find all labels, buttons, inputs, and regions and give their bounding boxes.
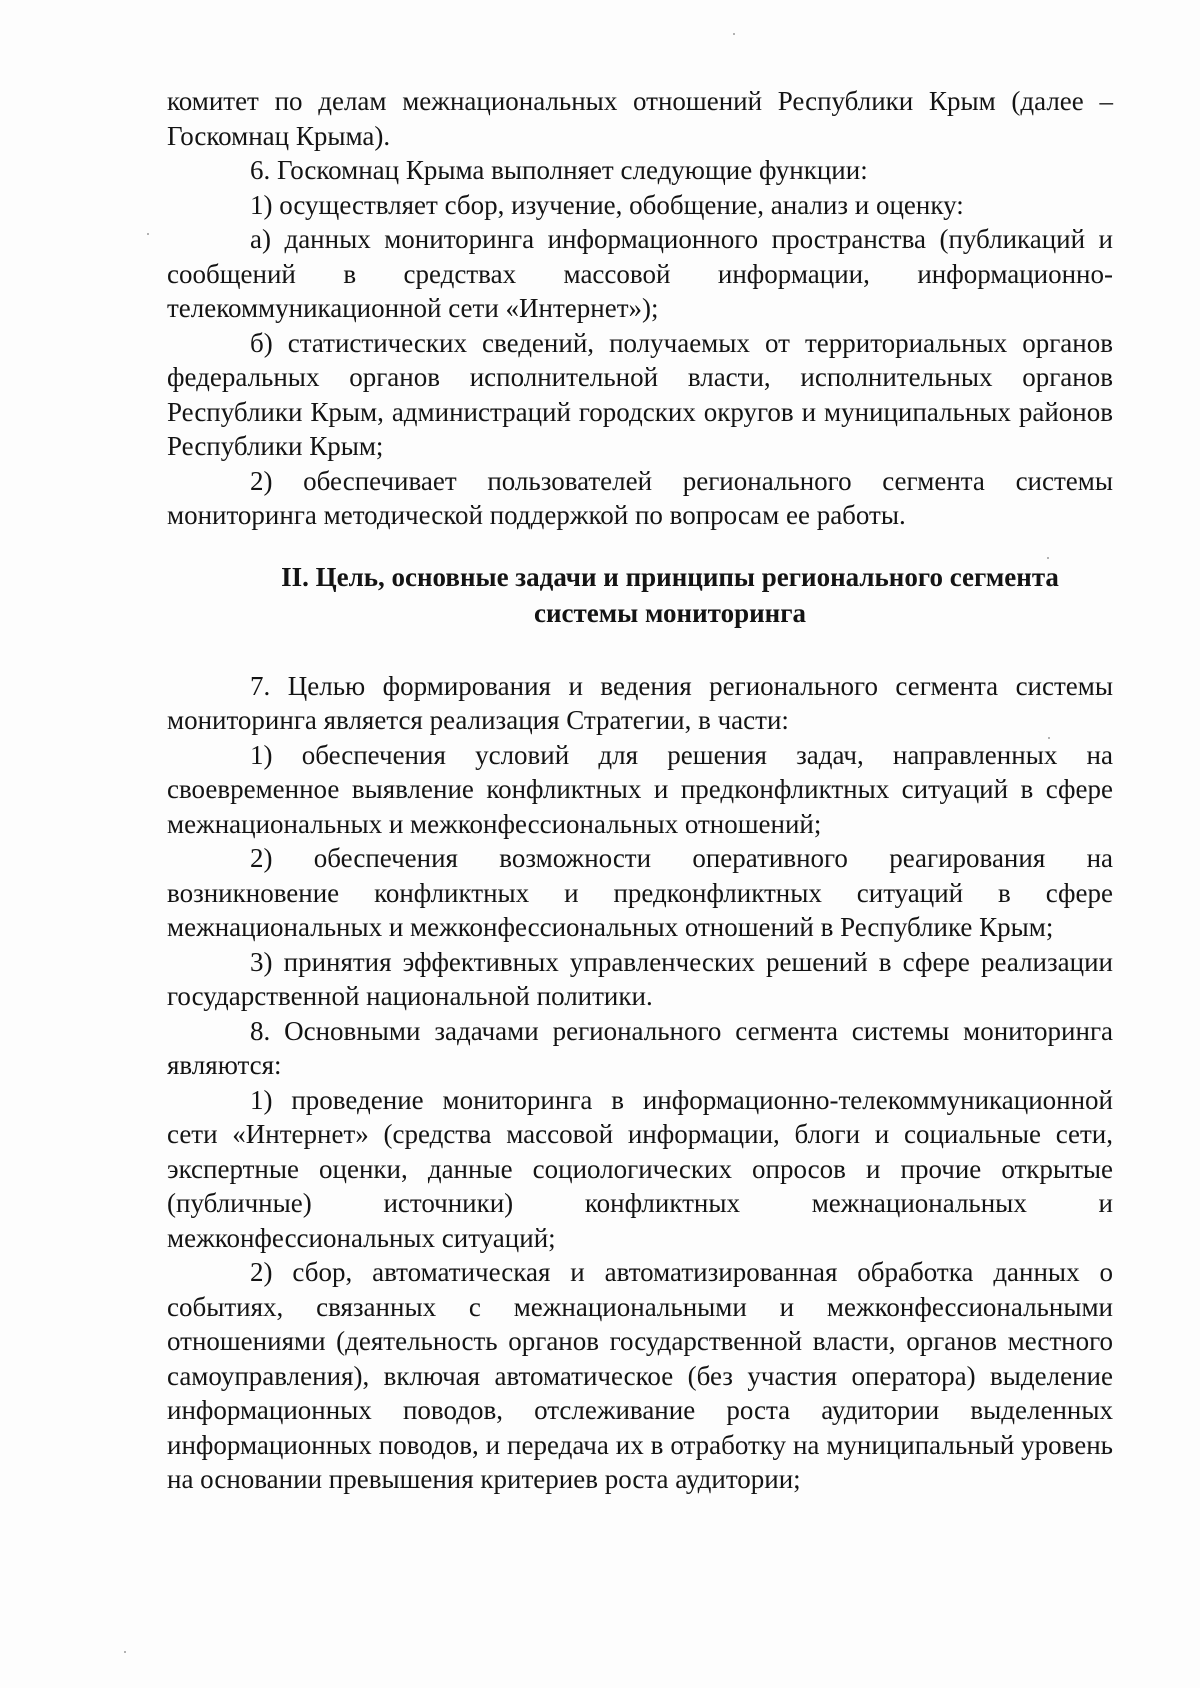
scan-speck — [124, 1651, 126, 1653]
paragraph-7-item-2: 2) обеспечения возможности оперативного реагирования на возникновение конфликтных и предконфликтных ситуаций в сфере межнациональных и межконфессиональных отношений в Республике Крым; — [167, 843, 1113, 942]
paragraph-6-item-2: 2) обеспечивает пользователей регионального сегмента системы мониторинга методической поддержкой по вопросам ее работы. — [167, 465, 1113, 530]
paragraph-7: 7. Целью формирования и ведения регионального сегмента системы мониторинга является реализация Стратегии, в части: — [167, 670, 1113, 735]
paragraph-intro: комитет по делам межнациональных отношений Республики Крым (далее – Госкомнац Крыма). — [167, 86, 1113, 151]
section-heading: II. Цель, основные задачи и принципы регионального сегмента системы мониторинга — [281, 561, 1059, 628]
scan-speck — [733, 33, 735, 35]
paragraph-8-item-1: 1) проведение мониторинга в информационно-телекоммуникационной сети «Интернет» (средства массовой информации, блоги и социальные сети, экспертные оценки, данные социологических опросов и прочие открытые (публичные) источники) конфликтных межнациональных и межконфессиональных ситуаций; — [167, 1084, 1113, 1253]
paragraph-8-item-2: 2) сбор, автоматическая и автоматизированная обработка данных о событиях, связанных с межнациональными и межконфессиональными отношениями (деятельность органов государственной власти, органов местного самоуправления), включая автоматическое (без участия оператора) выделение информационных поводов, отслеживание роста аудитории выделенных информационных поводов, и передача их в отработку на муниципальный уровень на основании превышения критериев роста аудитории; — [167, 1257, 1113, 1494]
document-body — [167, 84, 1113, 1497]
paragraph-6-item-1a: а) данных мониторинга информационного пространства (публикаций и сообщений в средствах массовой информации, информационно-телекоммуникационной сети «Интернет»); — [167, 224, 1113, 323]
scan-speck — [147, 233, 149, 235]
paragraph-8: 8. Основными задачами регионального сегмента системы мониторинга являются: — [167, 1015, 1113, 1080]
paragraph-6: 6. Госкомнац Крыма выполняет следующие функции: — [250, 155, 868, 185]
paragraph-6-item-1b: б) статистических сведений, получаемых от территориальных органов федеральных органов исполнительной власти, исполнительных органов Республики Крым, администраций городских округов и муниципальных районов Республики Крым; — [167, 327, 1113, 461]
paragraph-7-item-3: 3) принятия эффективных управленческих решений в сфере реализации государственной национальной политики. — [167, 946, 1113, 1011]
paragraph-6-item-1: 1) осуществляет сбор, изучение, обобщение, анализ и оценку: — [250, 189, 964, 220]
paragraph-7-item-1: 1) обеспечения условий для решения задач, направленных на своевременное выявление конфликтных и предконфликтных ситуаций в сфере межнациональных и межконфессиональных отношений; — [167, 739, 1113, 839]
